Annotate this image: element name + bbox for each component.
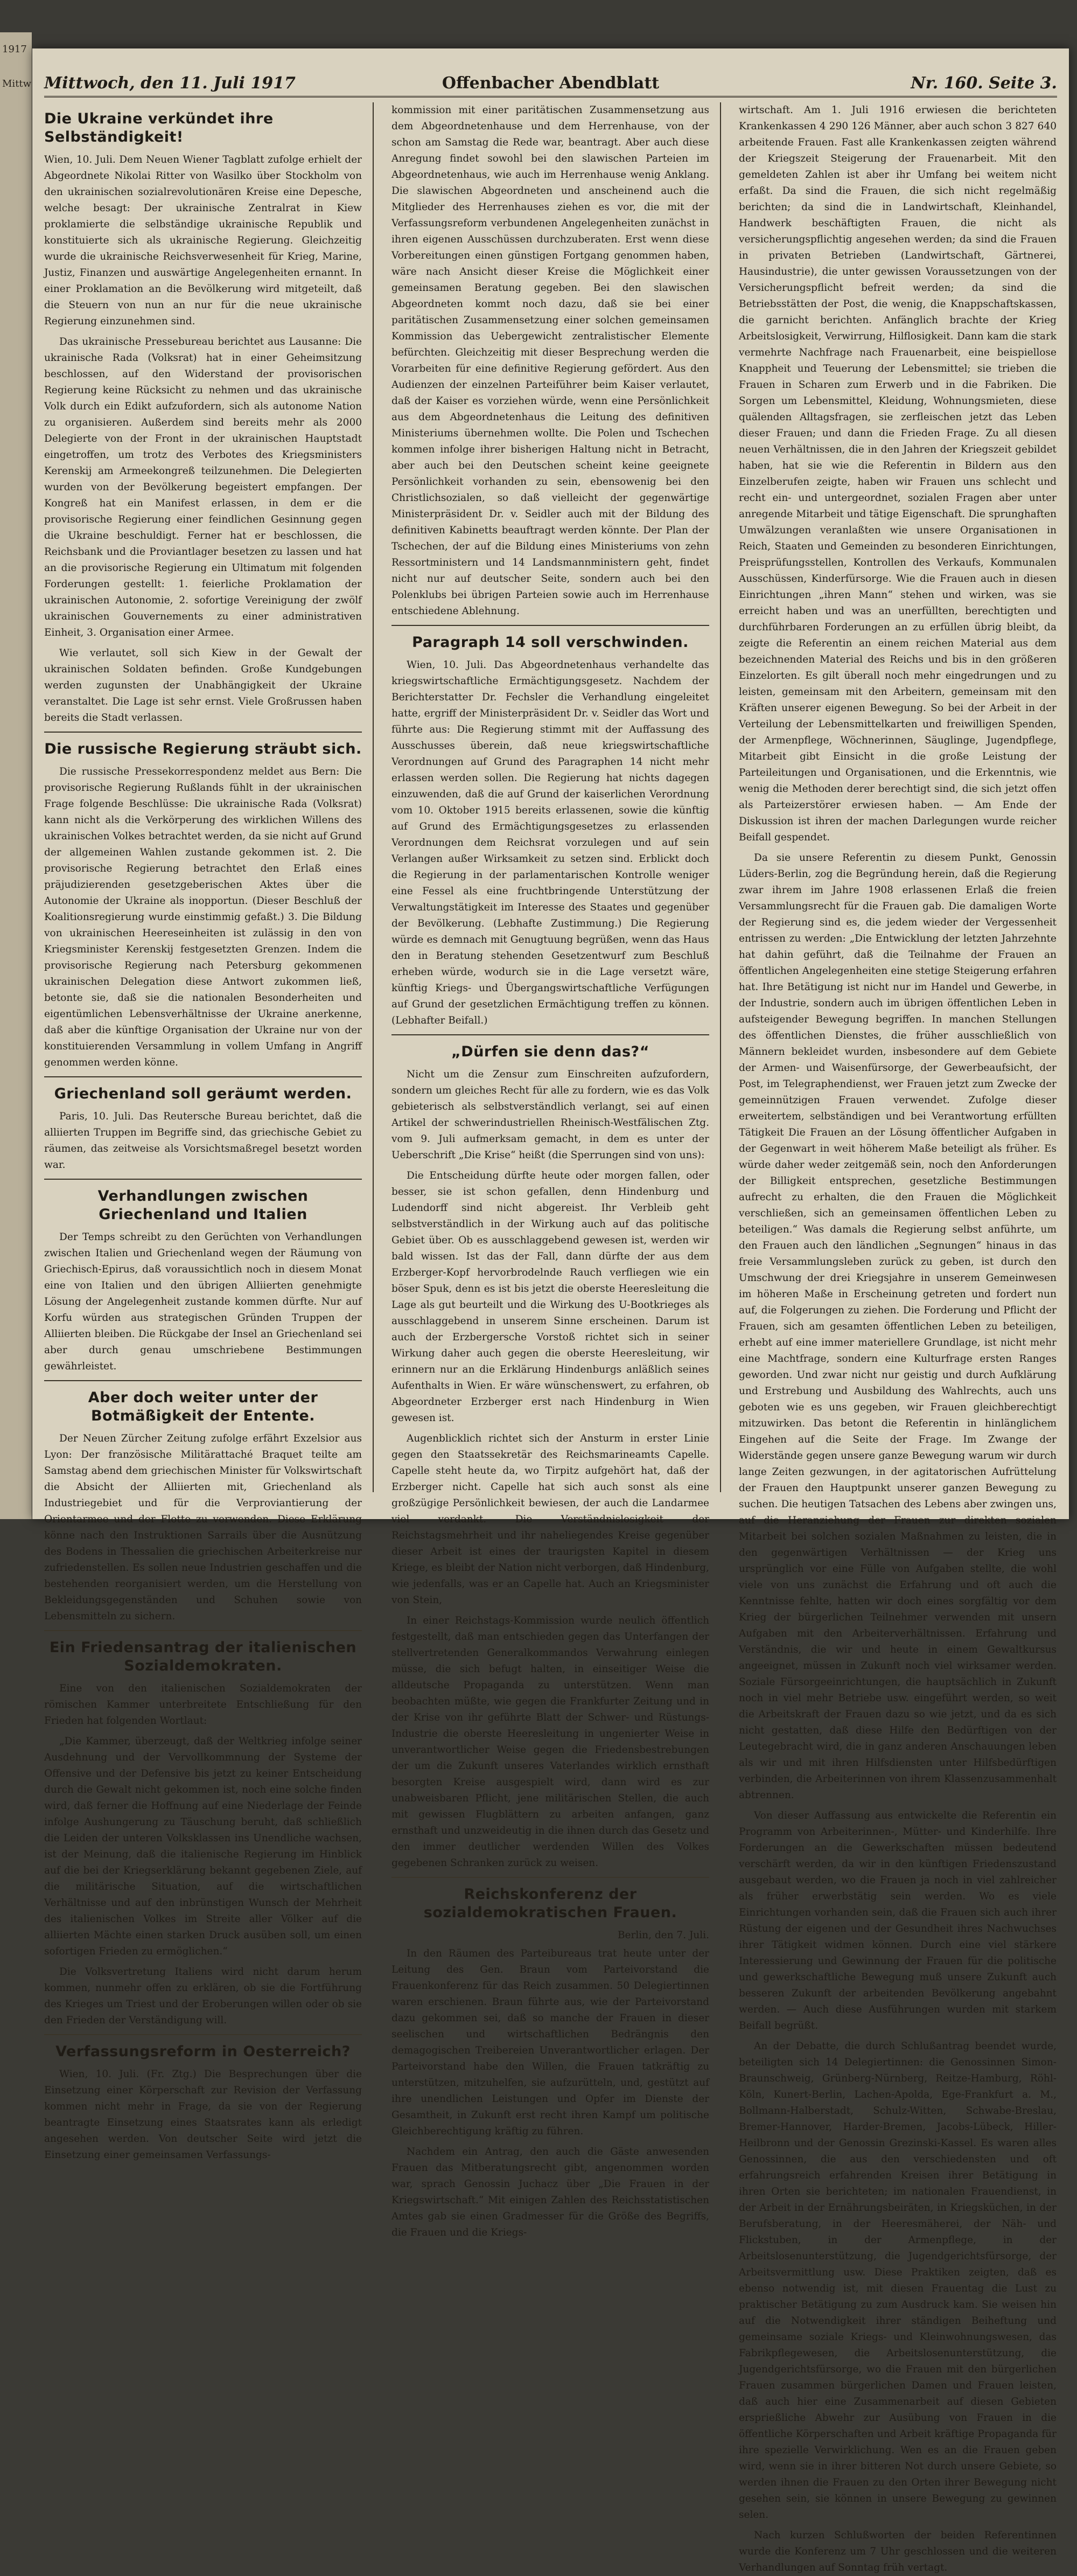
article-paragraph: Nach kurzen Schlußworten der beiden Referentinnen wurde die Konferenz um 7 Uhr geschlossen und die weiteren Verhandlungen auf Sonntag früh vertagt. — [739, 2530, 1057, 2573]
article-headline: Paragraph 14 soll verschwinden. — [412, 634, 689, 651]
article-paragraph: Die Volksvertretung Italiens wird nicht darum herum kommen, nunmehr offen zu erklären, ob sie die Fortführung des Krieges um Triest und der Eroberungen willen oder ob sie den Frieden der Verständigung will. — [44, 1966, 362, 2026]
masthead — [44, 70, 1057, 98]
article-paragraph: Wien, 10. Juli. Dem Neuen Wiener Tagblatt zufolge erhielt der Abgeordnete Nikolai Ritter von Wasilko über Stockholm von den ukrainischen sozialrevolutionären Kreise eine Depesche, welche besagt: Der ukrainische Zentralrat in Kiew proklamierte die selbständige ukrainische Republik und konstituierte sich als ukrainische Regierung. Gleichzeitig wurde die ukrainische Reichsverwesenheit für Krieg, Marine, Justiz, Finanzen und auswärtige Angelegenheiten ernannt. In einer Proklamation an die Bevölkerung wird mitgeteilt, daß die Steuern von nun an nur für die neue ukrainische Regierung einzunehmen sind. — [44, 154, 362, 327]
article-separator — [391, 1877, 709, 1878]
column-2 — [391, 102, 709, 2238]
article-paragraph: In den Räumen des Parteibureaus trat heute unter der Leitung des Gen. Braun vom Parteivorstand die Frauenkonferenz für das Reich zusammen. 50 Delegiertinnen waren erschienen. Braun führte aus, wie der Parteivorstand dazu gekommen sei, daß so manche der Frauen in dieser seelischen und wirtschaftlichen Bedrängnis den demagogischen Treibereien Unverantwortlicher erlagen. Der Parteivorstand habe den Willen, die Frauen tatkräftig zu unterstützen, mitzuhelfen, sie aufzurütteln, und, gestützt auf ihre unendlichen Leistungen und Opfer im Dienste der Gesamtheit, in Zukunft erst recht ihren Kampf um politische Gleichberechtigung kräftig zu führen. — [391, 1948, 709, 2137]
article-paragraph: Nachdem ein Antrag, den auch die Gäste anwesenden Frauen das Mitberatungsrecht gibt, angenommen worden war, sprach Genossin Juchacz über „Die Frauen in der Kriegswirtschaft.“ Mit einigen Zahlen des Reichsstatistischen Amtes gab sie einen Gradmesser für die Größe des Begriffs, die Frauen und die Kriegs- — [391, 2146, 709, 2238]
article-paragraph: In einer Reichstags-Kommission wurde neulich öffentlich festgestellt, daß man entschieden gegen das Unterfangen der stellvertretenden Generalkommandos Verwahrung einlegen müsse, die sich befugt halten, in einseitiger Weise die alldeutsche Propaganda zu unterstützen. Wenn man beobachten müßte, wie gegen die Frankfurter Zeitung und in der Krise von ihr geführte Blatt der Schwer- und Rüstungs-Industrie die oberste Heeresleitung in ungenierter Weise in unverantwortlicher Weise gegen die Friedensbestrebungen der um die Zukunft unseres Vaterlandes wirklich ernsthaft besorgten Kreise ausgespielt wird, dann wird es zur unabweisbaren Pflicht, jene militärischen Stellen, die auch mit gewissen Flugblättern zu arbeiten anfangen, ganz ernsthaft und unzweideutig in die ihnen durch das Gesetz und den immer deutlicher werdenden Willen des Volkes gegebenen Schranken zurück zu weisen. — [391, 1615, 709, 1869]
article-headline: Die russische Regierung sträubt sich. — [44, 741, 362, 757]
article-separator — [391, 625, 709, 626]
article-paragraph: Paris, 10. Juli. Das Reutersche Bureau berichtet, daß die alliierten Truppen im Begriffe sind, das griechische Gebiet zu räumen, das zeitweise als Vorsichtsmaßregel besetzt worden war. — [44, 1111, 362, 1171]
column-rule — [720, 102, 721, 1492]
article-paragraph: „Die Kammer, überzeugt, daß der Weltkrieg infolge seiner Ausdehnung und der Vervollkommnung der Systeme der Offensive und der Defensive bis jetzt zu keiner Entscheidung durch die Gewalt nicht gekommen ist, noch eine solche finden wird, daß ferner die Hoffnung auf eine Niederlage der Feinde infolge Aushungerung zu Täuschung beruht, daß schließlich die Leiden der unteren Volksklassen ins Unendliche wachsen, ist der Meinung, daß die italienische Regierung im Hinblick auf die bei der Kriegserklärung bekannt gegebenen Ziele, auf die militärische Situation, auf die wirtschaftlichen Verhältnisse und auf den inbrünstigen Wunsch der Mehrheit des italienischen Volkes im Streite aller Völker auf die alliierten Mächte einen starken Druck ausüben soll, um einen sofortigen Frieden zu ermöglichen.“ — [44, 1736, 362, 1957]
article-separator — [44, 1179, 362, 1180]
masthead-date: Mittwoch, den 11. Juli 1917 — [44, 74, 296, 93]
article-separator — [44, 1630, 362, 1631]
masthead-page-number: Nr. 160. Seite 3. — [911, 74, 1057, 93]
article-headline: Aber doch weiter unter der Botmäßigkeit der Entente. — [88, 1389, 318, 1424]
edge-year: 1917 — [2, 44, 27, 55]
article-paragraph: wirtschaft. Am 1. Juli 1916 erwiesen die berichteten Krankenkassen 4 290 126 Männer, aber auch schon 3 827 640 arbeitende Frauen. Fast alle Krankenkassen zeigten während der Kriegszeit Steigerung der Frauenarbeit. Mit den gemeldeten Zahlen ist aber ihr Umfang bei weitem nicht erfaßt. Da sind die Frauen, die sich nicht regelmäßig berichten; da sind die in Landwirtschaft, Kleinhandel, Handwerk beschäftigten Frauen, die nicht als versicherungspflichtig angesehen werden; da sind die Frauen in privaten Betrieben (Landwirtschaft, Gärtnerei, Hausindustrie), die unter gewissen Voraussetzungen von der Versicherungspflicht befreit werden; da sind die Betriebsstätten der Post, die wenig, die Knappschaftskassen, die garnicht berichten. Anfänglich brachte der Krieg Arbeitslosigkeit, Verwirrung, Hilflosigkeit. Dann kam die stark vermehrte Nachfrage nach Frauenarbeit, eine beispiellose Knappheit und Teuerung der Lebensmittel; sie trieben die Frauen in Scharen zum Erwerb und in die Fabriken. Die Sorgen um Lebensmittel, Kleidung, Wohnungsmieten, diese quälenden Alltagsfragen, sie zerfleischen jetzt das Leben dieser Frauen; und dann die Frieden Frage. Zu all diesen neuen Verhältnissen, die in den Jahren der Kriegszeit gebildet haben, hat sie wie die Referentin in Bildern aus den Einzelberufen zeigte, haben wir Frauen uns schlecht und recht ein- und untergeordnet, sozialen Fragen aber unter anregende Mitarbeit und tätige Eigenschaft. Die sprunghaften Umwälzungen veranlaßten wie unsere Organisationen in Reich, Staaten und Gemeinden zu besonderen Einrichtungen, Preisprüfungsstellen, Kontrollen des Verkaufs, Kommunalen Ausschüssen, Kinderfürsorge. Wie die Frauen auch in diesen Einrichtungen „ihren Mann“ stehen und wirken, was sie erreicht haben und was an unerfüllten, berechtigten und durchführbaren Forderungen an zu erfüllen übrig bleibt, da zeigte die Referentin an einem reichen Material aus dem bezeichnenden Material des Reichs und bis in den größeren Einzelorten. Es gilt überall noch mehr eingedrungen und zu leisten, gemeinsam mit den Arbeitern, gemeinsam mit den Kräften unserer eigenen Bewegung. So bei der Arbeit in der Verteilung der Lebensmittelkarten und freiwilligen Spenden, der Armenpflege, Wöchnerinnen, Säuglinge, Jugendpflege, Mitarbeit gibt Einsicht in die große Leistung der Parteileitungen und Organisationen, und die Erkenntnis, wie wenig die Methoden derer berechtigt sind, die sich jetzt offen als Parteizerstörer erwiesen haben. — Am Ende der Diskussion ist ihren der machen Darlegungen wurde reicher Beifall gespendet. — [739, 105, 1057, 843]
article-separator — [44, 1380, 362, 1381]
article-separator — [44, 1076, 362, 1077]
article-separator — [44, 2034, 362, 2035]
article-paragraph: Die Entscheidung dürfte heute oder morgen fallen, oder besser, sie ist schon gefallen, denn Hindenburg und Ludendorff sind nicht abgereist. Ihr Verbleib geht selbstverständlich in der Wirkung auch auf das politische Gebiet über. Ob es ausschlaggebend gewesen ist, werden wir bald wissen. Ist das der Fall, dann dürfte der aus dem Erzberger-Kopf hervorbrodelnde Rauch verfliegen wie ein böser Spuk, denn es ist bis jetzt die oberste Heeresleitung die Lage als gut beurteilt und die Wirkung des U-Bootkrieges als ausschlaggebend in unserem Sinne erscheinen. Darum ist auch der Erzbergersche Vorstoß richtet sich in seiner Wirkung daher auch gegen die oberste Heeresleitung, wir erinnern nur an die Erklärung Hindenburgs anläßlich seines Aufenthalts in Wien. Er wäre wünschenswert, zu erfahren, ob Abgeordneter Erzberger erst nach Hindenburg in Wien gewesen ist. — [391, 1170, 709, 1424]
column-rule — [373, 102, 374, 1492]
article-headline: Verfassungsreform in Oesterreich? — [55, 2043, 351, 2060]
masthead-paper: Offenbacher Abendblatt — [442, 74, 660, 93]
article-headline: „Dürfen sie denn das?“ — [451, 1043, 649, 1060]
newspaper-page — [32, 48, 1069, 2573]
adjacent-page-edge — [0, 32, 32, 1519]
article-paragraph: Da sie unsere Referentin zu diesem Punkt, Genossin Lüders-Berlin, zog die Begründung herein, daß die Regierung zwar ihrem im Jahre 1908 erlassenen Erlaß die freien Versammlungsrecht für die Frauen gab. Die damaligen Worte der Regierung sind es, die jedem wieder der Vergessenheit entrissen zu werden: „Die Entwicklung der letzten Jahrzehnte hat dahin geführt, daß die Teilnahme der Frauen an öffentlichen Angelegenheiten eine stetige Steigerung erfahren hat. Ihre Betätigung ist nicht nur im Handel und Gewerbe, in der Industrie, sondern auch im übrigen öffentlichen Leben in aufsteigender Bewegung begriffen. In manchen Stellungen des öffentlichen Dienstes, die früher ausschließlich von Männern bekleidet wurden, insbesondere auf dem Gebiete der Armen- und Waisenfürsorge, der Gewerbeaufsicht, der Post, im Telegraphendienst, wer Frauen jetzt zum Zwecke der gemeinnützigen Frauen verwendet. Zufolge dieser erweitertem, selbständigen und bei Verantwortung erfüllten Tätigkeit Die Frauen an der Lösung öffentlicher Aufgaben in der Gegenwart in weit höherem Maße beteiligt als früher. Es würde daher weder zeitgemäß sein, noch den Anforderungen der Billigkeit entsprechen, gesetzliche Bestimmungen aufrecht zu erhalten, die den Frauen die Möglichkeit verschließen, sich an gemeinsamen öffentlichen Leben zu beteiligen.“ Was damals die Regierung selbst anführte, um den Frauen auch den ländlichen „Segnungen“ hinaus in das freie Versammlungsleben zurück zu geben, ist durch den Umschwung der drei Kriegsjahre in unserem Gemeinwesen im höheren Maße in Erscheinung getreten und fordert nun auf, die Folgerungen zu ziehen. Die Forderung und Pflicht der Frauen, sich am gesamten öffentlichen Leben zu beteiligen, erhebt auf eine immer materiellere Grundlage, ist nicht mehr eine Machtfrage, sondern eine Kulturfrage ersten Ranges geworden. Und zwar nicht nur geistig und durch Aufklärung und Erstrebung und Ausbildung des Wahlrechts, auch uns geboten wie es uns gegeben, wir Frauen gleichberechtigt mitzuwirken. Das betont die Referentin in hinlänglichem Eingehen auf die Seite der Frage. Im Zwange der Widerstände gegen unsere ganze Bewegung warum wir durch lange Zeiten gezwungen, in der agitatorischen Aufrüttelung der Frauen den Hauptpunkt unserer ganzen Bewegung zu suchen. Die heutigen Tatsachen des Lebens aber zwingen uns, auf die Heranziehung der Frauen zur direkten sozialen Mitarbeit bei solchen sozialen Maßnahmen zu leisten, die in den gegenwärtigen Verhältnissen — der Krieg uns ursprünglich vor eine Fülle von Aufgaben stellte, die wohl viele von uns zunächst die Erfahrung und oft auch die Kenntnisse fehlte, hatten wir doch eines sorgfältig vor dem Krieg der bürgerlichen Teilnehmer verwenden mit unsern Aufgaben mit den Arbeiterverhältnissen. Erfahrung und Verständnis, die wir und heute in einem Gewaltkursus angeeignet, müssen in Zukunft noch viel wirksamer werden. Soziale Fürsorgeeinrichtungen, die hauptsächlich in Zukunft noch in viel mehr Betriebe usw. eingeführt werden, so weit die Arbeitskraft der Frauen dazu so wie jetzt, und da es sich nicht gestatten, daß diese Hilfe den Bedürftigen von der Leutegebracht wird, die in ganz anderen Anschauungen leben als wir und mit ihren Hilfsdiensten unter Hilfsbedürftigen verbinden, die Arbeiterinnen von ihrem Klassenzusammenhalt abtrennen. — [739, 852, 1057, 1801]
column-1 — [44, 102, 362, 2161]
article-separator — [391, 1034, 709, 1035]
article-paragraph: Wien, 10. Juli. (Fr. Ztg.) Die Besprechungen über die Einsetzung einer Körperschaft zur Revision der Verfassung kommen nicht mehr in Frage, da sie von der Regierung beantragte Einsetzung eines Staatsrates kann als erledigt angesehen werden. Von deutscher Seite wird jetzt die Einsetzung einer gemeinsamen Verfassungs- — [44, 2069, 362, 2161]
article-paragraph: Nicht um die Zensur zum Einschreiten aufzufordern, sondern um gleiches Recht für alle zu fordern, wie es das Volk gebieterisch als selbstverständlich verlangt, sei auf einen Artikel der schwerindustriellen Rheinisch-Westfälischen Ztg. vom 9. Juli aufmerksam gemacht, in dem es unter der Ueberschrift „Die Krise“ heißt (die Sperrungen sind von uns): — [391, 1069, 709, 1161]
article-separator — [44, 732, 362, 733]
article-paragraph: Eine von den italienischen Sozialdemokraten der römischen Kammer unterbreitete Entschließung für den Frieden hat folgenden Wortlaut: — [44, 1683, 362, 1726]
article-headline: Ein Friedensantrag der italienischen Sozialdemokraten. — [49, 1639, 357, 1674]
article-headline: Reichskonferenz der sozialdemokratischen Frauen. — [423, 1886, 677, 1921]
dateline: Berlin, den 7. Juli. — [617, 1930, 709, 1941]
article-paragraph: An der Debatte, die durch Schlußantrag beendet wurde, beteiligten sich 14 Delegiertinnen: die Genossinnen Simon-Braunschweig, Grünberg-Nürnberg, Reitze-Hamburg, Röhl-Köln, Kunert-Berlin, Lachen-Apolda, Ege-Frankfurt a. M., Bollmann-Halberstadt, Schulz-Witten, Schwabe-Breslau, Bremer-Hannover, Harder-Bremen, Jacobs-Lübeck, Hiller-Heilbronn und der Genossin Grezinski-Kassel. Es waren alles Genossinnen, die aus den verschiedensten und oft erfahrungsreich erfahrenden Kreisen ihrer Betätigung in ihren Orten sie berichteten; im nationalen Frauendienst, in der Arbeit in der Ernährungsbeiräten, in Kriegsküchen, in der Berufsberatung, in der Heeresmäherei, der Näh- und Flickstuben, in der Armenpflege, in der Arbeitslosenunterstützung, die Jugendgerichtsfürsorge, der Arbeitsvermittlung usw. Diese Praktiken zeigten, daß es ebenso notwendig ist, mit diesen Frauentag die Lust zu praktischer Betätigung zu zum Ausdruck kam. Sie weisen hin auf die Notwendigkeit ihrer ständigen Beiheftung und gemeinsame soziale Kriegs- und Kleinwohnungswesen, das Fabrikpflegewesen, die Arbeitslosenunterstützung, die Jugendgerichtsfürsorge, wo die Frauen mit den bürgerlichen Frauen zusammen bürgerlichen Damen und Frauen leisten, daß auch hier eine Zusammenarbeit auf diesen Gebieten ersprießliche Abwehr zur Ausübung von Frauen in die öffentliche Körperschaften und Arbeit kräftige Propaganda für ihre spezielle Verwirklichung. Wen es an die Frauen geben wird, wenn sie in ihrer bitteren Not durch unsere Gebiete, so werden ihnen die Frauen zu den Orten ihrer Bewegung nicht gesehen sein, sie können in unsere Bewegung zu gewinnen selen. — [739, 2041, 1057, 2521]
article-paragraph: Der Temps schreibt zu den Gerüchten von Verhandlungen zwischen Italien und Griechenland wegen der Räumung von Griechisch-Epirus, daß voraussichtlich noch in diesem Monat eine von Italien und den übrigen Alliierten genehmigte Lösung der Angelegenheit zustande kommen dürfte. Nur auf Korfu würden aus strategischen Gründen Truppen der Alliierten bleiben. Die Rückgabe der Insel an Griechenland sei aber durch genau umschriebene Bestimmungen gewährleistet. — [44, 1231, 362, 1372]
article-headline: Griechenland soll geräumt werden. — [54, 1085, 352, 1102]
article-paragraph: Wien, 10. Juli. Das Abgeordnetenhaus verhandelte das kriegswirtschaftliche Ermächtigungsgesetz. Nachdem der Berichterstatter Dr. Fechsler die Verhandlung eingeleitet hatte, ergriff der Ministerpräsident Dr. v. Seidler das Wort und führte aus: Die Regierung stimmt mit der Auffassung des Ausschusses überein, daß neue kriegswirtschaftliche Verordnungen auf Grund des Paragraphen 14 nicht mehr erlassen werden sollen. Die Regierung hat nichts dagegen einzuwenden, daß die auf Grund der kaiserlichen Verordnung vom 10. Oktober 1915 bereits erlassenen, sowie die künftig auf Grund des Ermächtigungsgesetzes zu erlassenden Verordnungen dem Reichsrat vorzulegen und auf sein Verlangen außer Wirksamkeit zu setzen sind. Erblickt doch die Regierung in der parlamentarischen Kontrolle weniger eine Fessel als eine fruchtbringende Unterstützung der Verwaltungstätigkeit im Interesse des Staates und gegenüber der Bevölkerung. (Lebhafte Zustimmung.) Die Regierung würde es demnach mit Genugtuung begrüßen, wenn das Haus den in Beratung stehenden Gesetzentwurf zum Beschluß erheben würde, wodurch sie in die Lage versetzt wäre, künftig Kriegs- und Übergangswirtschaftliche Verfügungen auf Grund der gesetzlichen Ermächtigung treffen zu können. (Lebhafter Beifall.) — [391, 659, 709, 1026]
article-headline: Die Ukraine verkündet ihre Selbständigkeit! — [44, 110, 274, 145]
column-3 — [739, 102, 1057, 2573]
article-paragraph: Das ukrainische Pressebureau berichtet aus Lausanne: Die ukrainische Rada (Volksrat) hat in einer Geheimsitzung beschlossen, auf den Widerstand der provisorischen Regierung keine Rücksicht zu nehmen und das ukrainische Volk durch ein Edikt aufzufordern, sich als autonome Nation zu organisieren. Außerdem sind bereits mehr als 2000 Delegierte von der Front in der ukrainischen Hauptstadt eingetroffen, um trotz des Verbotes des Kriegsministers Kerenskij am Armeekongreß teilzunehmen. Die Delegierten wurden von der Bevölkerung begeistert empfangen. Der Kongreß hat ein Manifest erlassen, in dem er die provisorische Regierung einer feindlichen Gesinnung gegen die Ukraine beschuldigt. Ferner hat er beschlossen, die Reichsbank und die Proviantlager besetzen zu lassen und hat an die provisorische Regierung ein Ultimatum mit folgenden Forderungen gestellt: 1. feierliche Proklamation der ukrainischen Autonomie, 2. sofortige Vereinigung der zwölf ukrainischen Gouvernements zu einer administrativen Einheit, 3. Organisation einer Armee. — [44, 336, 362, 638]
edge-day: Mittw — [2, 78, 32, 89]
article-continuation: kommission mit einer paritätischen Zusammensetzung aus dem Abgeordnetenhause und dem Herrenhause, von der schon am Samstag die Rede war, beantragt. Aber auch diese Anregung findet sowohl bei den slawischen Parteien im Abgeordnetenhaus, wie auch im Herrenhause wenig Anklang. Die slawischen Abgeordneten und anscheinend auch die Mitglieder des Herrenhauses ziehen es vor, die mit der Verfassungsreform verbundenen Angelegenheiten zunächst in ihren eigenen Ausschüssen durchzuberaten. Erst wenn diese Vorbereitungen einen günstigen Fortgang genommen haben, wäre nach Ansicht dieser Kreise die Möglichkeit einer gemeinsamen Beratung gegeben. Bei den slawischen Abgeordneten kommt noch dazu, daß sie bei einer paritätischen Zusammensetzung einer solchen gemeinsamen Kommission das Uebergewicht zentralistischer Elemente befürchten. Gleichzeitig mit dieser Besprechung werden die Vorarbeiten für eine definitive Regierung gefördert. Aus den Audienzen der einzelnen Parteiführer beim Kaiser verlautet, daß der Kaiser es vorziehen würde, wenn eine Persönlichkeit aus dem Abgeordnetenhaus die Leitung des definitiven Ministeriums übernehmen wollte. Die Polen und Tschechen kommen infolge ihrer bisherigen Haltung nicht in Betracht, aber auch bei den Deutschen scheint keine geeignete Persönlichkeit vorhanden zu sein, ebensowenig bei den Christlichsozialen, so daß vielleicht der gegenwärtige Ministerpräsident Dr. v. Seidler auch mit der Bildung des definitiven Kabinetts beauftragt werden könnte. Der Plan der Tschechen, der auf die Bildung eines Ministeriums von zehn Ressortministern und 14 Landsmannministern geht, findet nicht nur auf deutscher Seite, sondern auch bei den Polenklubs bei übrigen Parteien sowie auch im Herrenhause entschiedene Ablehnung. — [391, 105, 709, 617]
article-paragraph: Augenblicklich richtet sich der Ansturm in erster Linie gegen den Staatssekretär des Reichsmarineamts Capelle. Capelle steht heute da, wo Tirpitz aufgehört hat, daß der Erzberger nicht. Capelle hat sich auch sonst als eine großzügige Persönlichkeit bewiesen, der auch die Landarmee viel verdankt. Die Verständnislosigkeit der Reichstagsmehrheit und ihr naheliegendes Kreise gegenüber dieser Arbeit ist eines der traurigsten Kapitel in diesem Kriege, es bleibt der Nation nicht verborgen, daß Hindenburg, wie jedenfalls, was er an Capelle hat. Auch an Kriegsminister von Stein, — [391, 1433, 709, 1606]
article-paragraph: Der Neuen Zürcher Zeitung zufolge erfährt Exzelsior aus Lyon: Der französische Militärattaché Braquet teilte am Samstag abend dem griechischen Minister für Volkswirtschaft die Absicht der Alliierten mit, Griechenland als Industriegebiet und für die Verproviantierung der Orientarmee und der Flotte zu verwenden. Diese Erklärung könne nach den Instruktionen Sarrails über die Ausnützung des Bodens in Thessalien die griechischen Arbeiterkreise nur zufriedenstellen. Es sollen neue Industrien geschaffen und die bestehenden reorganisiert werden, um die Herstellung von Bekleidungsgegenständen und Schuhen sowie von Lebensmitteln zu sichern. — [44, 1433, 362, 1622]
article-paragraph: Die russische Pressekorrespondenz meldet aus Bern: Die provisorische Regierung Rußlands fühlt in der ukrainischen Frage folgende Beschlüsse: Die ukrainische Rada (Volksrat) kann nicht als die Verkörperung des wirklichen Willens des ukrainischen Volkes betrachtet werden, da sie nicht auf Grund der allgemeinen Wahlen zustande gekommen ist. 2. Die provisorische Regierung betrachtet den Erlaß eines präjudizierenden gesetzgeberischen Aktes über die Autonomie der Ukraine als inopportun. (Dieser Beschluß der Koalitionsregierung wurde einstimmig gefaßt.) 3. Die Bildung von ukrainischen Heereseinheiten ist zulässig in den von Kriegsminister Kerenskij festgesetzten Grenzen. Indem die provisorische Regierung nach Petersburg gekommenen ukrainischen Delegation diese Antwort zukommen ließ, betonte sie, daß sie die nationalen Besonderheiten und eigentümlichen Lebensverhältnisse der Ukraine anerkenne, daß aber die künftige Organisation der Ukraine nur von der konstituierenden Versammlung in vollem Umfang in Angriff genommen werden könne. — [44, 766, 362, 1068]
article-headline: Verhandlungen zwischen Griechenland und Italien — [97, 1188, 309, 1223]
article-paragraph: Von dieser Auffassung aus entwickelte die Referentin ein Programm von Arbeiterinnen-, Mütter- und Kinderhilfe. Ihre Forderungen an die Gewerkschaften müssen bedeutend verschärft werden, da wir in den künftigen Friedenszustand ausgebaut werden, wo die Frauen ja noch in viel zahlreicher als früher erwerbstätig sein werden. Wo es viele Einrichtungen vorhanden sein, daß die Frauen sich auch ihrer Rüstung der eigenen und der Gesundheit ihres Nachwuchses ihrer Tätigkeit widmen können. Durch eine viel stärkere Interessierung und Gewinnung der Frauen für die politische und gewerkschaftliche Bewegung muß unsere Zukunft auch besseren Zukunft der arbeitenden Bevölkerung angebahnt werden. — Auch diese Ausführungen wurden mit starkem Beifall begrüßt. — [739, 1810, 1057, 2031]
article-paragraph: Wie verlautet, soll sich Kiew in der Gewalt der ukrainischen Soldaten befinden. Große Kundgebungen werden zugunsten der Unabhängigkeit der Ukraine veranstaltet. Die Lage ist sehr ernst. Viele Großrussen haben bereits die Stadt verlassen. — [44, 648, 362, 723]
